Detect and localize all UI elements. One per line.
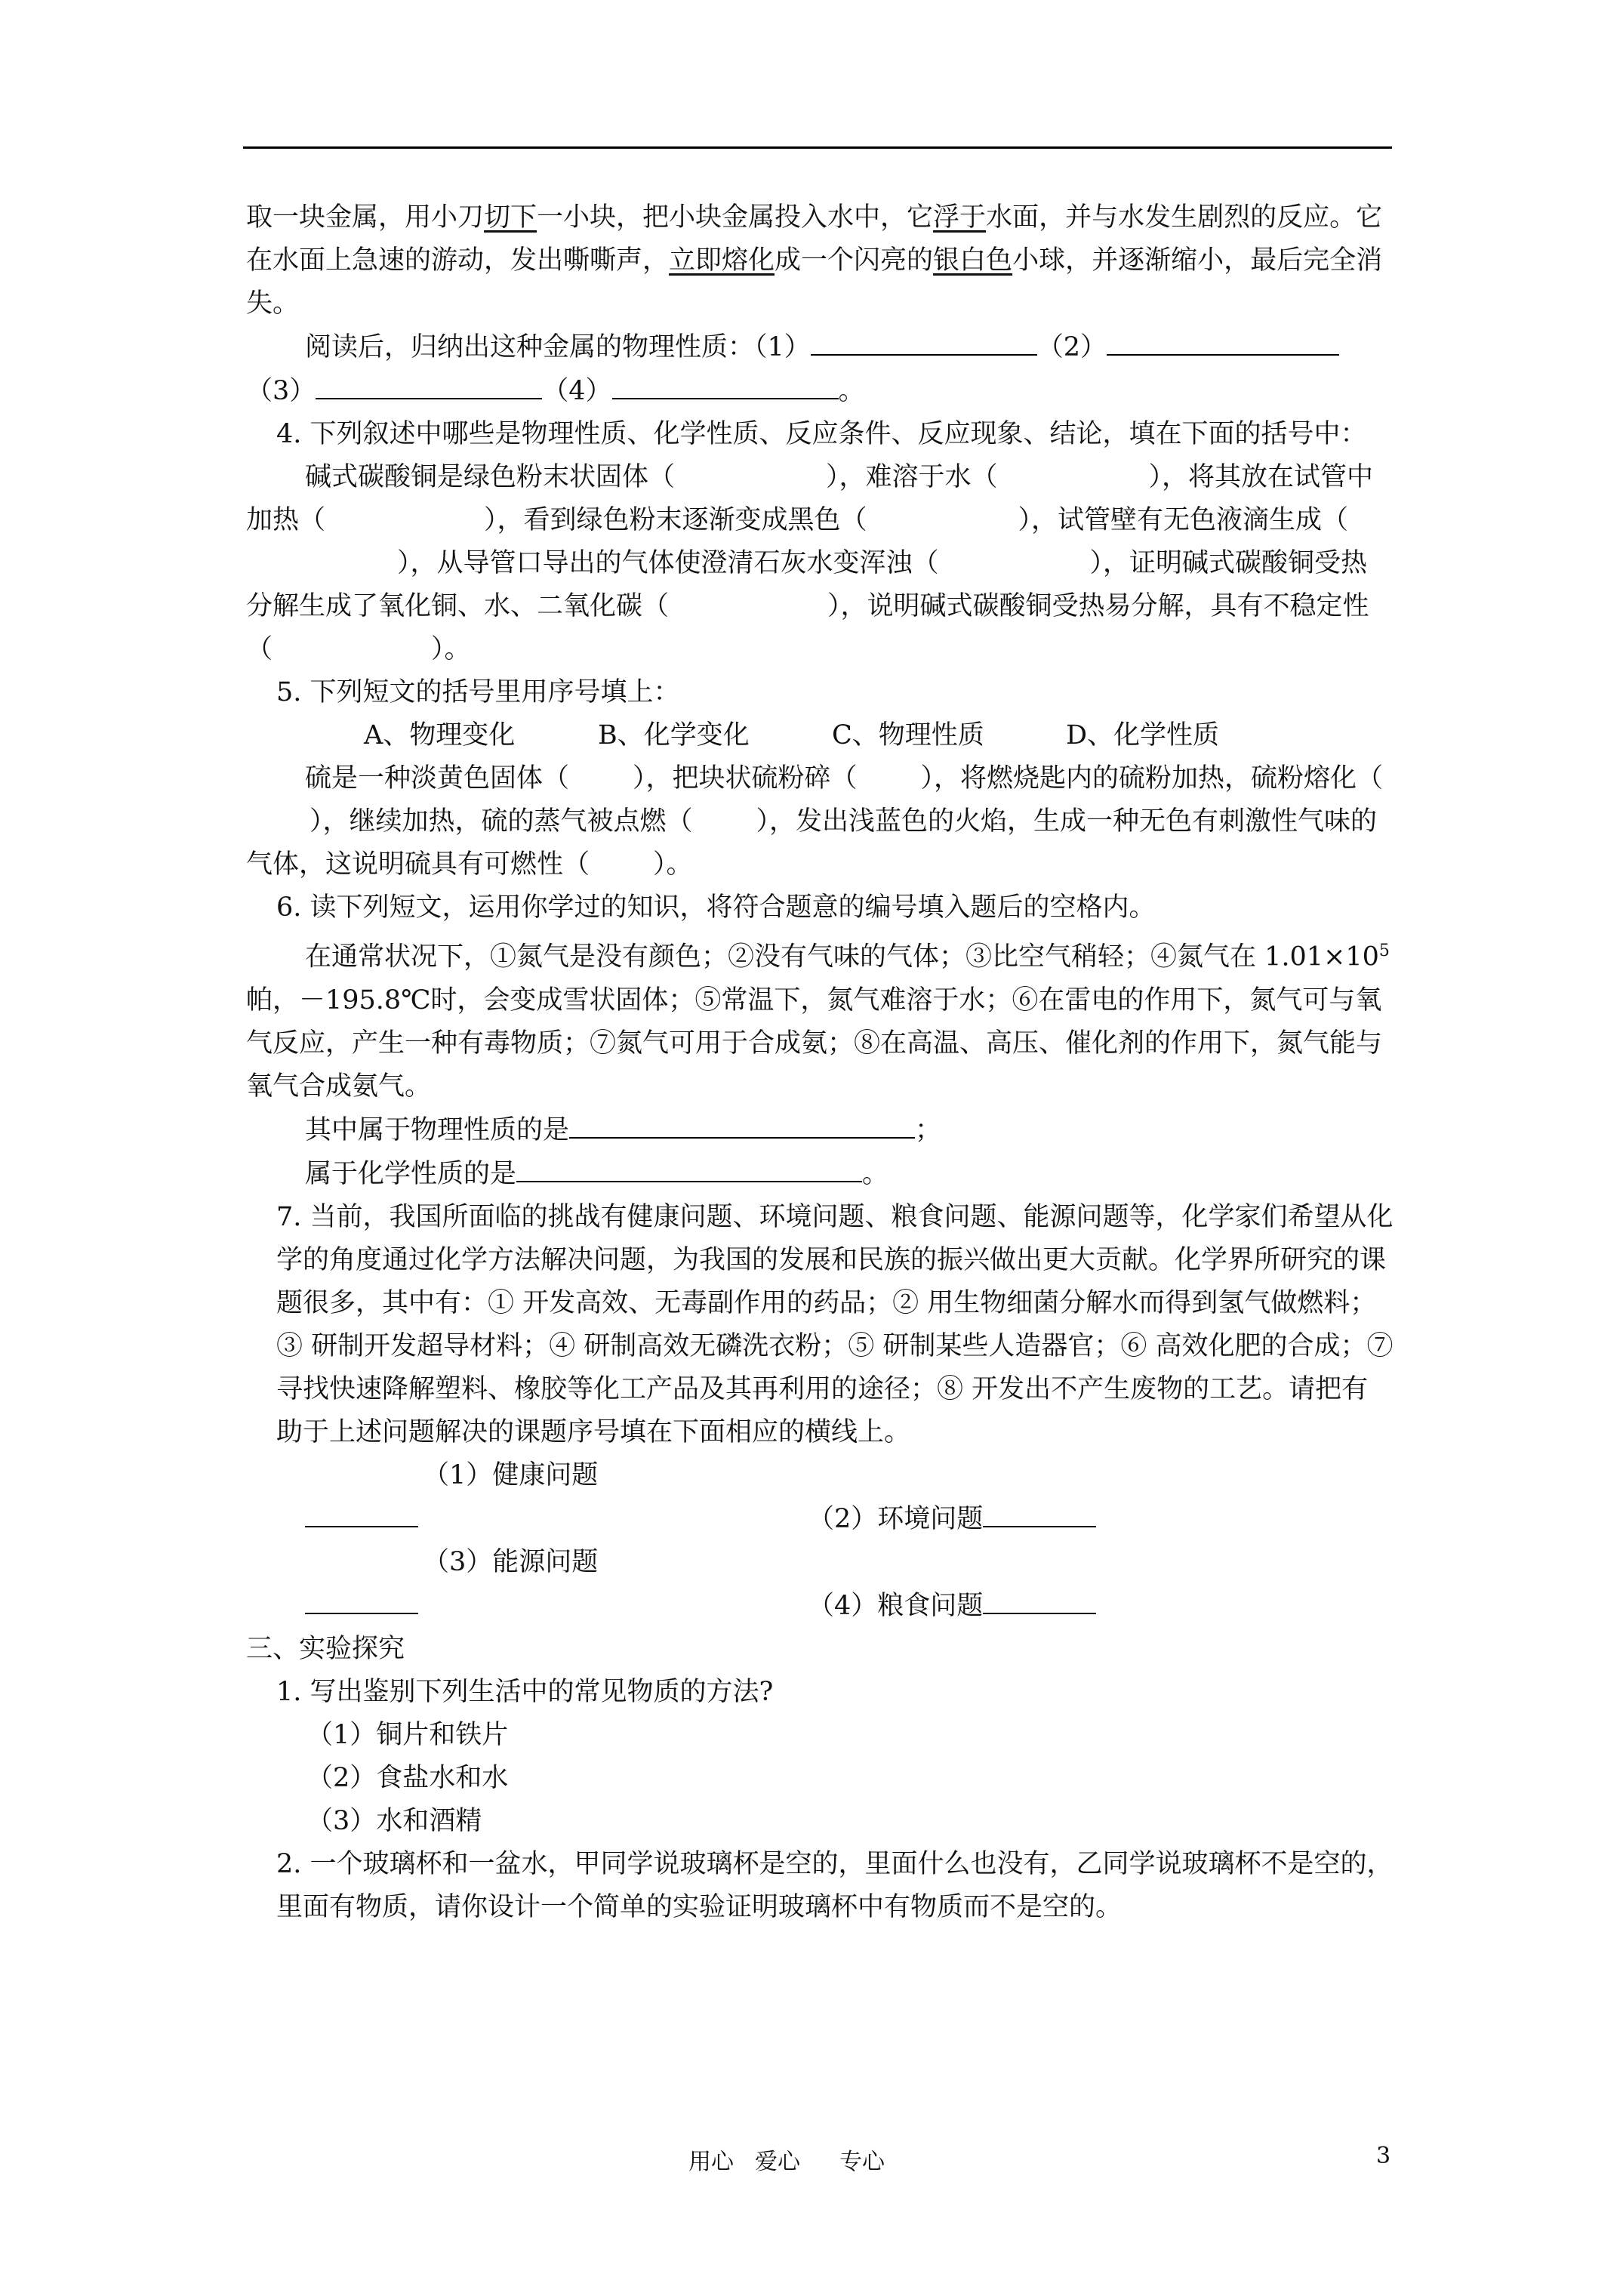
- passage-text: 小球，并逐渐缩小，最后完全消失。: [246, 245, 1383, 319]
- q4-text: ）。: [431, 634, 471, 664]
- q5-text: ），继续加热，硫的蒸气被点燃（: [310, 806, 693, 837]
- passage-text: 水面，并与水发生剧烈的反应。它在水面上急速的游动，发出嘶嘶声，: [246, 202, 1383, 276]
- q5-text: 硫是一种淡黄色固体（: [305, 763, 570, 794]
- q5-text: ），发出浅蓝色的火焰，生成一种无色有刺激性气味的气体，这说明硫具有可燃性（: [246, 806, 1378, 880]
- blank-label: （3）: [246, 376, 316, 406]
- q4-text: 碱式碳酸铜是绿色粉末状固体（: [305, 462, 676, 492]
- question-5-text: [246, 757, 1394, 886]
- question-7-blanks-row-1: [246, 1454, 1394, 1541]
- question-4-text: [246, 456, 1394, 671]
- q7-item-label: （1）健康问题: [423, 1459, 599, 1490]
- question-4-stem: 4. 下列叙述中哪些是物理性质、化学性质、反应条件、反应现象、结论，填在下面的括号中：: [276, 419, 1367, 449]
- q7-item-label: （2）环境问题: [808, 1503, 984, 1534]
- q1-item: （2）食盐水和水: [306, 1762, 509, 1793]
- answer-blank[interactable]: [1107, 325, 1339, 356]
- question-6-physical: [246, 1108, 1394, 1152]
- underlined-term: 浮于: [933, 202, 987, 233]
- motto-word: 爱心: [755, 2149, 800, 2175]
- q1-item: （3）水和酒精: [306, 1805, 482, 1836]
- question-5-stem: 5. 下列短文的括号里用序号填上：: [276, 677, 680, 707]
- answer-blank[interactable]: [305, 1584, 418, 1614]
- passage-text: 成一个闪亮的: [775, 245, 934, 276]
- q4-text: ），试管壁有无色液滴生成（: [1018, 505, 1349, 535]
- blank-label: （4）: [542, 376, 612, 406]
- underlined-term: 银白色: [933, 245, 1013, 276]
- q6-text: 帕，－195.8℃时，会变成雪状固体；⑤常温下，氮气难溶于水；⑥在雷电的作用下，氮气可与氧气反应，产生一种有毒物质；⑦氮气可用于合成氨；⑧在高温、高压、催化剂的作用下，氮气能与氧气合成氨气。: [246, 985, 1383, 1102]
- underlined-term: 切下: [484, 202, 537, 233]
- passage-text: 取一块金属，用小刀: [246, 202, 485, 233]
- section-3-question-1: 1. 写出鉴别下列生活中的常见物质的方法?: [276, 1676, 774, 1707]
- q4-text: ），从导管口导出的气体使澄清石灰水变浑浊（: [397, 548, 939, 578]
- section-3-title: 三、实验探究: [246, 1633, 405, 1664]
- worksheet-content: [246, 196, 1394, 1929]
- exponent: 5: [1378, 942, 1390, 960]
- punctuation: ；: [915, 1114, 942, 1145]
- question-6-stem: 6. 读下列短文，运用你学过的知识，将符合题意的编号填入题后的空格内。: [276, 892, 1156, 923]
- question-5-options: [246, 714, 1394, 757]
- prompt-text: 阅读后，归纳出这种金属的物理性质：（1）: [305, 332, 811, 362]
- q6-text: 在通常状况下，①氮气是没有颜色；②没有气味的气体；③比空气稍轻；④氮气在 1.01×10: [305, 942, 1379, 972]
- metal-properties-prompt: [246, 325, 1394, 413]
- question-7-blanks-row-2: [246, 1541, 1394, 1628]
- q4-text: ），将其放在试管中加热（: [246, 462, 1374, 535]
- passage-text: 一小块，把小块金属投入水中，它: [537, 202, 934, 233]
- q4-text: ），证明碱式碳酸铜受热分解生成了氧化铜、水、二氧化碳（: [246, 548, 1368, 621]
- header-rule: [243, 146, 1392, 149]
- answer-blank[interactable]: [811, 325, 1037, 356]
- answer-blank[interactable]: [516, 1152, 862, 1182]
- q5-text: ），将燃烧匙内的硫粉加热，硫粉熔化（: [920, 763, 1384, 794]
- question-7-text: 7. 当前，我国所面临的挑战有健康问题、环境问题、粮食问题、能源问题等，化学家们希望从化学的角度通过化学方法解决问题，为我国的发展和民族的振兴做出更大贡献。化学界所研究的课题很多，其中有：① 开发高效、无毒副作用的药品；② 用生物细菌分解水而得到氢气做燃料；③ 研制开发超导材料；④ 研制高效无磷洗衣粉；⑤ 研制某些人造器官；⑥ 高效化肥的合成；⑦ 寻找快速降解塑料、橡胶等化工产品及其再利用的途径；⑧ 开发出不产生废物的工艺。请把有助于上述问题解决的课题序号填在下面相应的横线上。: [276, 1201, 1394, 1447]
- q4-text: ），说明碱式碳酸铜受热易分解，具有不稳定性（: [246, 591, 1369, 664]
- section-3-question-2: 2. 一个玻璃杯和一盆水，甲同学说玻璃杯是空的，里面什么也没有，乙同学说玻璃杯不是空的，里面有物质，请你设计一个简单的实验证明玻璃杯中有物质而不是空的。: [276, 1848, 1394, 1922]
- motto-word: 用心: [688, 2149, 734, 2175]
- punctuation: 。: [862, 1158, 889, 1189]
- option-c: C、物理性质: [832, 720, 984, 750]
- answer-blank[interactable]: [983, 1497, 1096, 1527]
- q1-item: （1）铜片和铁片: [306, 1719, 509, 1750]
- q5-text: ），把块状硫粉碎（: [633, 763, 858, 794]
- option-a: A、物理变化: [364, 720, 516, 750]
- q4-text: ），难溶于水（: [826, 462, 998, 492]
- question-6-chemical: [246, 1152, 1394, 1196]
- motto-word: 专心: [839, 2149, 885, 2175]
- blank-label: （2）: [1036, 332, 1107, 362]
- footer-motto: [688, 2143, 906, 2176]
- metal-passage: [246, 196, 1394, 325]
- answer-blank[interactable]: [305, 1497, 418, 1527]
- answer-blank[interactable]: [316, 369, 542, 399]
- q6-prompt: 属于化学性质的是: [305, 1158, 517, 1189]
- question-6-text: [246, 929, 1394, 1108]
- q7-item-label: （4）粮食问题: [808, 1590, 984, 1621]
- option-d: D、化学性质: [1066, 720, 1220, 750]
- option-b: B、化学变化: [598, 720, 750, 750]
- q5-text: ）。: [653, 849, 693, 880]
- q7-item-label: （3）能源问题: [423, 1546, 599, 1577]
- answer-blank[interactable]: [569, 1108, 915, 1139]
- page-number: 3: [1376, 2143, 1391, 2169]
- q6-prompt: 其中属于物理性质的是: [305, 1114, 570, 1145]
- answer-blank[interactable]: [612, 369, 839, 399]
- underlined-term: 立即熔化: [669, 245, 775, 276]
- punctuation: 。: [838, 376, 865, 406]
- answer-blank[interactable]: [983, 1584, 1096, 1614]
- q4-text: ），看到绿色粉末逐渐变成黑色（: [484, 505, 867, 535]
